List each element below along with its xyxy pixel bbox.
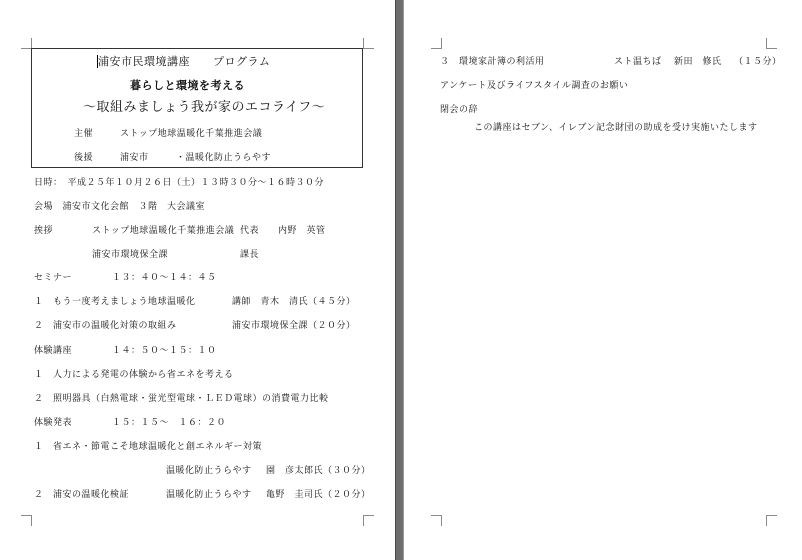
item-3-speaker: 新田 修氏 bbox=[674, 57, 722, 67]
presentation-label: 体験発表 bbox=[34, 418, 73, 428]
experience-time: １４：５０～１５：１０ bbox=[112, 346, 217, 356]
presentation-item-1-title: １ 省エネ・節電こそ地球温暖化と創エネルギー対策 bbox=[34, 442, 263, 452]
presentation-item-1-speaker: 園 彦太郎氏（３０分） bbox=[266, 466, 371, 476]
crop-mark bbox=[431, 38, 442, 49]
sponsor-value-2: ・温暖化防止うらやす bbox=[176, 153, 272, 163]
greeting-name-1: 内野 英管 bbox=[278, 226, 326, 236]
experience-item-1: １ 人力による発電の体験から省エネを考える bbox=[34, 370, 234, 380]
organizer-label: 主催 bbox=[74, 129, 94, 139]
venue-line: 会場 浦安市文化会館 ３階 大会議室 bbox=[34, 202, 206, 212]
page-separator bbox=[395, 0, 404, 560]
organizer-value: ストップ地球温暖化千葉推進会議 bbox=[120, 129, 263, 139]
experience-label: 体験講座 bbox=[34, 346, 73, 356]
item-3-duration: （１５分） bbox=[734, 57, 782, 67]
crop-mark bbox=[363, 515, 374, 526]
greeting-org-1: ストップ地球温暖化千葉推進会議 bbox=[92, 226, 235, 236]
experience-item-2: ２ 照明器具（白熱電球・蛍光型電球・ＬＥＤ電球）の消費電力比較 bbox=[34, 394, 329, 404]
seminar-item-2-title: ２ 浦安市の温暖化対策の取組み bbox=[34, 321, 177, 331]
subtitle: ～取組みましょう我が家のエコライフ～ bbox=[83, 100, 326, 115]
greeting-role-1: 代表 bbox=[240, 226, 260, 236]
date-line: 日時： 平成２５年１０月２６日（土）１３時３０分～１６時３０分 bbox=[34, 178, 325, 188]
crop-mark bbox=[766, 515, 777, 526]
item-3-title: ３ 環境家計簿の利活用 bbox=[440, 57, 545, 67]
seminar-item-1-title: １ もう一度考えましょう地球温暖化 bbox=[34, 297, 196, 307]
presentation-item-2-speaker: 亀野 圭司氏（２０分） bbox=[266, 490, 371, 500]
greeting-label: 挨拶 bbox=[34, 226, 54, 236]
presentation-item-1-org: 温暖化防止うらやす bbox=[166, 466, 252, 476]
document-page-1 bbox=[0, 0, 395, 560]
sponsor-label: 後援 bbox=[74, 153, 94, 163]
closing-line: 閉会の辞 bbox=[440, 105, 479, 115]
sponsorship-note: この講座はセブン、イレブン記念財団の助成を受け実施いたします bbox=[474, 123, 758, 133]
document-page-2 bbox=[404, 0, 802, 560]
sponsor-value-1: 浦安市 bbox=[120, 153, 149, 163]
seminar-label: セミナー bbox=[34, 273, 73, 283]
crop-mark bbox=[363, 38, 374, 49]
presentation-item-2-org: 温暖化防止うらやす bbox=[166, 490, 252, 500]
item-3-org: スト温ちば bbox=[614, 57, 662, 67]
main-title: 暮らしと環境を考える bbox=[130, 79, 245, 92]
seminar-item-1-speaker: 講師 青木 清氏（４５分） bbox=[232, 297, 356, 307]
presentation-time: １５：１５～ １６：２０ bbox=[112, 418, 227, 428]
survey-line: アンケート及びライフスタイル調査のお願い bbox=[440, 81, 629, 91]
crop-mark bbox=[766, 38, 777, 49]
greeting-org-2: 浦安市環境保全課 bbox=[92, 250, 169, 260]
presentation-item-2-title: ２ 浦安の温暖化検証 bbox=[34, 490, 130, 500]
seminar-time: １３：４０～１４：４５ bbox=[112, 273, 217, 283]
crop-mark bbox=[431, 515, 442, 526]
greeting-role-2: 課長 bbox=[240, 250, 260, 260]
program-title: 浦安市民環境講座 プログラム bbox=[98, 55, 271, 68]
seminar-item-2-speaker: 浦安市環境保全課（２０分） bbox=[232, 321, 356, 331]
crop-mark bbox=[21, 515, 32, 526]
